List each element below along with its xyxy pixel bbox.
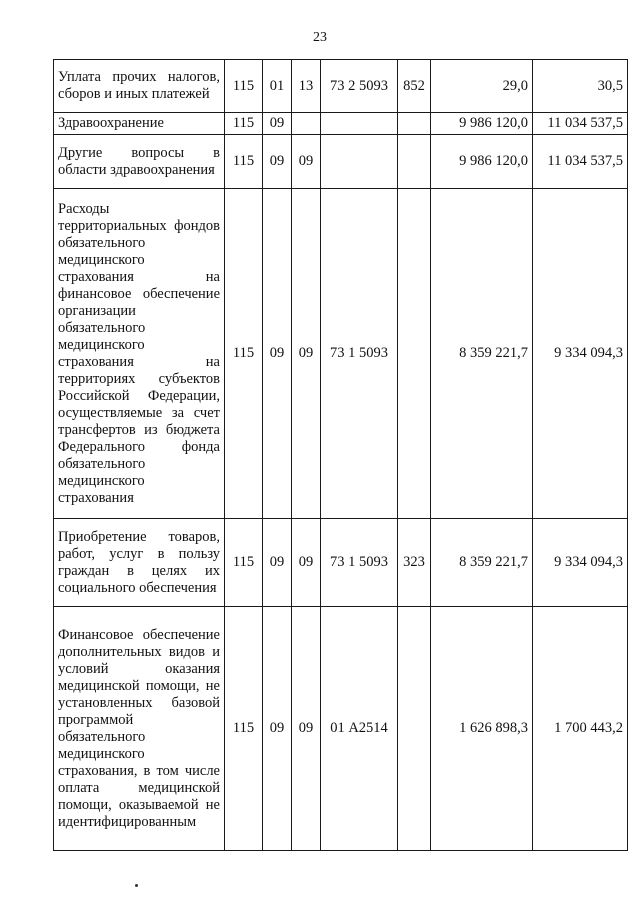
table-row xyxy=(54,60,628,113)
row-amount-1: 8 359 221,7 xyxy=(431,519,533,607)
row-expense-type xyxy=(398,113,431,135)
row-code: 115 xyxy=(225,60,263,113)
row-section: 01 xyxy=(263,60,292,113)
row-section: 09 xyxy=(263,607,292,851)
row-name: Другие вопросы в области здравоохранения xyxy=(54,135,225,189)
row-subsection xyxy=(292,113,321,135)
row-amount-1: 1 626 898,3 xyxy=(431,607,533,851)
row-expense-type xyxy=(398,607,431,851)
row-amount-2: 30,5 xyxy=(533,60,628,113)
row-section: 09 xyxy=(263,113,292,135)
row-amount-2: 1 700 443,2 xyxy=(533,607,628,851)
row-subsection: 09 xyxy=(292,519,321,607)
row-name: Финансовое обеспечение дополнительных видов и условий оказания медицинской помощи, не установленных базовой программой обязательного медицинского страхования, в том числе оплата медицинской помощи, оказываемой не идентифицированным xyxy=(54,607,225,851)
table-row xyxy=(54,519,628,607)
page-number: 23 xyxy=(313,30,327,45)
row-amount-2: 9 334 094,3 xyxy=(533,189,628,519)
row-target xyxy=(321,135,398,189)
row-code: 115 xyxy=(225,189,263,519)
row-target: 73 2 5093 xyxy=(321,60,398,113)
row-target: 73 1 5093 xyxy=(321,519,398,607)
row-name: Расходы территориальных фондов обязательного медицинского страхования на финансовое обеспечение организации обязательного медицинского страхования на территориях субъектов Российской Федерации, осуществляемые за счет трансфертов из бюджета Федерального фонда обязательного медицинского страхования xyxy=(54,189,225,519)
budget-table xyxy=(53,59,628,851)
table-row xyxy=(54,135,628,189)
row-subsection: 09 xyxy=(292,189,321,519)
row-expense-type: 852 xyxy=(398,60,431,113)
row-subsection: 09 xyxy=(292,135,321,189)
row-target: 73 1 5093 xyxy=(321,189,398,519)
row-amount-1: 29,0 xyxy=(431,60,533,113)
row-code: 115 xyxy=(225,113,263,135)
row-amount-1: 8 359 221,7 xyxy=(431,189,533,519)
row-target xyxy=(321,113,398,135)
table-row xyxy=(54,607,628,851)
row-expense-type: 323 xyxy=(398,519,431,607)
row-code: 115 xyxy=(225,135,263,189)
row-code: 115 xyxy=(225,519,263,607)
row-amount-2: 11 034 537,5 xyxy=(533,135,628,189)
row-amount-1: 9 986 120,0 xyxy=(431,113,533,135)
row-expense-type xyxy=(398,189,431,519)
row-amount-1: 9 986 120,0 xyxy=(431,135,533,189)
row-section: 09 xyxy=(263,519,292,607)
row-amount-2: 9 334 094,3 xyxy=(533,519,628,607)
row-subsection: 09 xyxy=(292,607,321,851)
row-code: 115 xyxy=(225,607,263,851)
row-expense-type xyxy=(398,135,431,189)
stray-dot xyxy=(135,884,138,887)
row-name: Уплата прочих налогов, сборов и иных платежей xyxy=(54,60,225,113)
row-subsection: 13 xyxy=(292,60,321,113)
table-row xyxy=(54,189,628,519)
row-section: 09 xyxy=(263,189,292,519)
row-name: Приобретение товаров, работ, услуг в пользу граждан в целях их социального обеспечения xyxy=(54,519,225,607)
row-amount-2: 11 034 537,5 xyxy=(533,113,628,135)
row-section: 09 xyxy=(263,135,292,189)
row-target: 01 А2514 xyxy=(321,607,398,851)
table-row xyxy=(54,113,628,135)
row-name: Здравоохранение xyxy=(54,113,225,135)
